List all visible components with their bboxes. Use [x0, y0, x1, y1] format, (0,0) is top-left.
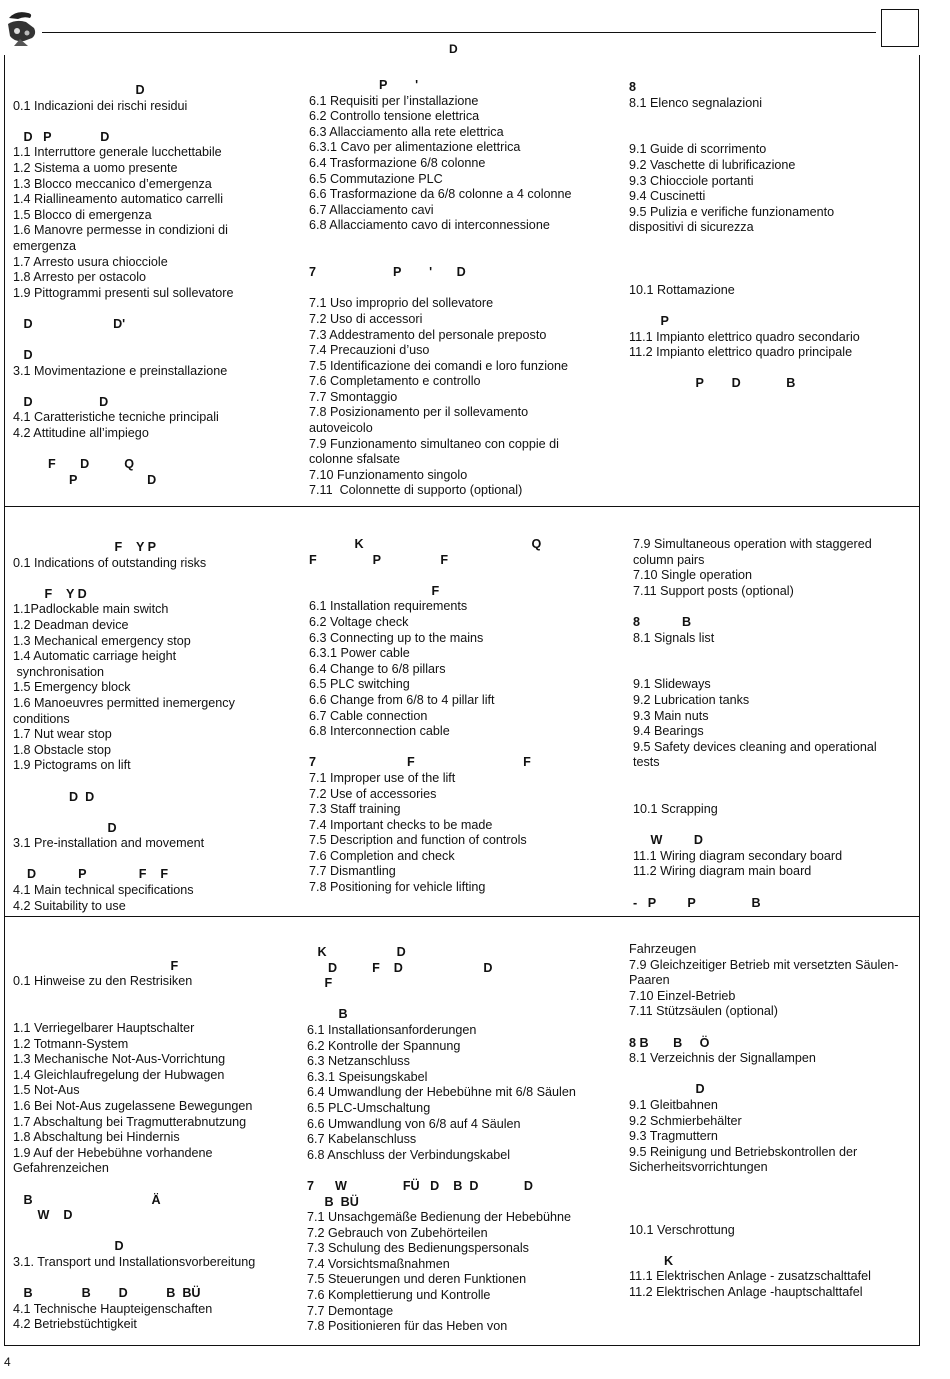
- toc-entry: 1.1Padlockable main switch: [13, 602, 169, 617]
- toc-entry: [13, 114, 298, 130]
- toc-entry: autoveicolo: [309, 421, 373, 436]
- toc-entry: 6.2 Controllo tensione elettrica: [309, 109, 480, 124]
- toc-entry: 7.3 Addestramento del personale preposto: [309, 327, 547, 342]
- toc-entry: Paaren: [629, 973, 670, 988]
- toc-entry: Fahrzeugen: [629, 942, 697, 956]
- toc-heading: D D': [13, 316, 126, 331]
- toc-entry: 7.10 Einzel-Betrieb: [629, 988, 736, 1003]
- toc-entry: 1.8 Arresto per ostacolo: [13, 270, 147, 285]
- corner-box: [881, 9, 919, 47]
- toc-entry: [13, 571, 298, 587]
- toc-entry: [309, 250, 619, 266]
- toc-entry: 6.4 Change to 6/8 pillars: [309, 661, 446, 676]
- toc-entry: 0.1 Indications of outstanding risks: [13, 555, 207, 570]
- toc-entry: 6.3 Connecting up to the mains: [309, 630, 484, 645]
- toc-heading: B B D B BÜ: [13, 1286, 201, 1301]
- toc-entry: colonne sfalsate: [309, 452, 401, 467]
- toc-entry: 1.3 Mechanische Not-Aus-Vorrichtung: [13, 1052, 226, 1067]
- toc-column-it-1: [13, 83, 298, 488]
- toc-heading: 8 B: [633, 614, 692, 629]
- toc-heading: B BÜ: [307, 1194, 359, 1209]
- toc-entry: 7.4 Vorsichtsmaßnahmen: [307, 1256, 450, 1271]
- toc-entry: [13, 379, 298, 395]
- toc-entry: 6.5 PLC-Umschaltung: [307, 1100, 431, 1115]
- toc-entry: 7.6 Completion and check: [309, 848, 455, 863]
- toc-entry: 1.7 Nut wear stop: [13, 727, 112, 742]
- toc-entry: column pairs: [633, 552, 705, 567]
- toc-entry: 8.1 Signals list: [633, 630, 715, 645]
- toc-entry: 6.3.1 Power cable: [309, 646, 410, 661]
- toc-entry: 7.1 Improper use of the lift: [309, 770, 456, 785]
- toc-entry: [309, 234, 619, 250]
- toc-entry: [13, 301, 298, 317]
- toc-entry: 7.8 Positionieren für das Heben von: [307, 1319, 508, 1334]
- toc-heading: 7 W FÜ D B D D: [307, 1178, 534, 1193]
- toc-entry: [629, 1192, 919, 1208]
- toc-column-en-1: [13, 540, 298, 914]
- page-number: 4: [4, 1355, 11, 1369]
- toc-entry: 8.1 Elenco segnalazioni: [629, 95, 763, 110]
- toc-entry: 7.8 Posizionamento per il sollevamento: [309, 405, 529, 420]
- toc-entry: 11.1 Impianto elettrico quadro secondario: [629, 329, 860, 344]
- toc-entry: 6.8 Interconnection cable: [309, 724, 450, 739]
- toc-entry: [13, 805, 298, 821]
- toc-entry: [307, 992, 619, 1008]
- toc-entry: 6.1 Requisiti per l’installazione: [309, 93, 479, 108]
- toc-entry: 7.2 Uso di accessori: [309, 311, 423, 326]
- toc-entry: 10.1 Rottamazione: [629, 282, 735, 297]
- toc-entry: 1.5 Emergency block: [13, 680, 131, 695]
- toc-entry: 6.6 Change from 6/8 to 4 pillar lift: [309, 692, 495, 707]
- toc-heading: D F D D: [307, 960, 493, 975]
- toc-entry: 7.7 Smontaggio: [309, 389, 398, 404]
- toc-entry: 9.2 Vaschette di lubrificazione: [629, 157, 796, 172]
- toc-entry: 9.5 Safety devices cleaning and operational: [633, 739, 877, 754]
- toc-entry: [629, 267, 914, 283]
- toc-entry: 7.11 Stützsäulen (optional): [629, 1004, 778, 1019]
- toc-entry: 1.3 Blocco meccanico d’emergenza: [13, 176, 212, 191]
- toc-entry: 3.1. Transport und Installationsvorbereitung: [13, 1254, 256, 1269]
- toc-heading: D: [13, 348, 33, 363]
- brand-logo: [6, 8, 40, 46]
- toc-heading: D: [13, 820, 117, 835]
- toc-entry: [13, 1224, 298, 1240]
- toc-entry: 1.8 Abschaltung bei Hindernis: [13, 1130, 180, 1145]
- toc-entry: 7.6 Komplettierung und Kontrolle: [307, 1288, 491, 1303]
- toc-entry: [309, 740, 619, 756]
- toc-entry: 7.10 Single operation: [633, 568, 753, 583]
- toc-entry: 1.6 Manoeuvres permitted inemergency: [13, 695, 235, 710]
- toc-entry: 1.5 Not-Aus: [13, 1083, 80, 1098]
- toc-entry: 9.1 Slideways: [633, 677, 711, 692]
- toc-entry: 1.1 Verriegelbarer Hauptschalter: [13, 1020, 195, 1035]
- toc-entry: [629, 252, 914, 268]
- toc-entry: 1.7 Arresto usura chiocciole: [13, 254, 168, 269]
- toc-entry: emergenza: [13, 238, 77, 253]
- toc-entry: [633, 646, 916, 662]
- toc-heading: B Ä: [13, 1192, 161, 1207]
- toc-entry: 1.3 Mechanical emergency stop: [13, 633, 191, 648]
- toc-entry: 6.8 Allacciamento cavo di interconnessione: [309, 218, 550, 233]
- toc-entry: 4.2 Suitability to use: [13, 898, 126, 913]
- toc-heading: D D: [13, 394, 109, 409]
- toc-entry: [309, 281, 619, 297]
- toc-entry: 7.9 Gleichzeitiger Betrieb mit versetzten Säulen-: [629, 957, 899, 972]
- toc-heading: F P F: [309, 552, 449, 567]
- toc-entry: 11.2 Wiring diagram main board: [633, 864, 812, 879]
- toc-entry: [629, 298, 914, 314]
- toc-entry: 6.7 Cable connection: [309, 708, 428, 723]
- toc-entry: [13, 852, 298, 868]
- toc-entry: 4.1 Main technical specifications: [13, 883, 194, 898]
- toc-entry: [629, 1176, 919, 1192]
- toc-entry: 7.7 Dismantling: [309, 864, 396, 879]
- toc-entry: 4.2 Attitudine all’impiego: [13, 426, 149, 441]
- toc-entry: 6.6 Umwandlung von 6/8 auf 4 Säulen: [307, 1116, 521, 1131]
- toc-entry: 6.1 Installationsanforderungen: [307, 1022, 477, 1037]
- toc-entry: 7.11 Colonnette di supporto (optional): [309, 483, 523, 498]
- toc-heading: P D B: [629, 376, 796, 391]
- toc-entry: 7.7 Demontage: [307, 1303, 394, 1318]
- toc-heading: K Q: [309, 537, 542, 551]
- toc-entry: 3.1 Pre-installation and movement: [13, 836, 205, 851]
- toc-entry: 9.1 Guide di scorrimento: [629, 142, 767, 157]
- toc-entry: 11.1 Elektrischen Anlage - zusatzschalttafel: [629, 1269, 871, 1284]
- toc-entry: Sicherheitsvorrichtungen: [629, 1160, 768, 1175]
- toc-entry: 1.9 Pictograms on lift: [13, 758, 131, 773]
- toc-entry: 10.1 Verschrottung: [629, 1222, 735, 1237]
- toc-heading: D D: [13, 789, 95, 804]
- toc-entry: 1.2 Totmann-System: [13, 1036, 129, 1051]
- toc-entry: 6.2 Kontrolle der Spannung: [307, 1038, 461, 1053]
- toc-entry: 7.4 Precauzioni d’uso: [309, 343, 430, 358]
- toc-entry: [629, 361, 914, 377]
- toc-entry: 6.3 Allacciamento alla rete elettrica: [309, 124, 504, 139]
- toc-column-de-3: [629, 942, 919, 1301]
- header-letter: D: [449, 42, 458, 56]
- toc-entry: [629, 1020, 919, 1036]
- toc-entry: 11.2 Elektrischen Anlage -hauptschalttafel: [629, 1285, 863, 1300]
- toc-heading: D P F F: [13, 867, 169, 882]
- toc-entry: 7.3 Schulung des Bedienungspersonals: [307, 1241, 529, 1256]
- toc-heading: D: [13, 83, 145, 97]
- toc-entry: 11.2 Impianto elettrico quadro principale: [629, 345, 853, 360]
- toc-heading: D: [629, 1082, 705, 1097]
- toc-entry: [629, 1207, 919, 1223]
- toc-entry: 6.3.1 Cavo per alimentazione elettrica: [309, 140, 521, 155]
- toc-entry: 11.1 Wiring diagram secondary board: [633, 848, 843, 863]
- toc-entry: 9.3 Chiocciole portanti: [629, 173, 754, 188]
- toc-entry: [629, 111, 914, 127]
- toc-entry: 9.5 Reinigung und Betriebskontrollen der: [629, 1144, 858, 1159]
- toc-heading: B: [307, 1007, 348, 1022]
- toc-entry: [629, 1238, 919, 1254]
- toc-entry: 4.1 Technische Haupteigenschaften: [13, 1301, 213, 1316]
- toc-entry: 9.4 Bearings: [633, 724, 704, 739]
- toc-entry: 7.2 Gebrauch von Zubehörteilen: [307, 1225, 488, 1240]
- toc-entry: 10.1 Scrapping: [633, 802, 718, 817]
- toc-entry: 1.8 Obstacle stop: [13, 742, 112, 757]
- toc-entry: Gefahrenzeichen: [13, 1161, 109, 1176]
- toc-heading: - P P B: [633, 895, 761, 910]
- toc-entry: [629, 236, 914, 252]
- toc-heading: K: [629, 1253, 674, 1268]
- toc-entry: 1.4 Automatic carriage height: [13, 649, 177, 664]
- toc-entry: 4.1 Caratteristiche tecniche principali: [13, 410, 219, 425]
- toc-entry: 9.3 Main nuts: [633, 708, 709, 723]
- toc-entry: 1.6 Manovre permesse in condizioni di: [13, 223, 228, 238]
- toc-column-it-2: [309, 78, 619, 499]
- toc-entry: 1.2 Deadman device: [13, 617, 129, 632]
- toc-entry: 6.5 Commutazione PLC: [309, 171, 443, 186]
- toc-entry: 6.7 Kabelanschluss: [307, 1132, 417, 1147]
- toc-heading: F Y P: [13, 540, 157, 554]
- toc-entry: 6.2 Voltage check: [309, 614, 409, 629]
- toc-entry: [13, 943, 298, 959]
- toc-entry: 1.9 Auf der Hebebühne vorhandene: [13, 1145, 213, 1160]
- toc-entry: 7.2 Use of accessories: [309, 786, 437, 801]
- toc-entry: 1.4 Riallineamento automatico carrelli: [13, 192, 223, 207]
- toc-entry: dispositivi di sicurezza: [629, 220, 754, 235]
- toc-entry: conditions: [13, 711, 70, 726]
- toc-heading: W D: [633, 833, 703, 848]
- toc-entry: 7.5 Description and function of controls: [309, 833, 527, 848]
- toc-heading: F D Q: [13, 457, 135, 472]
- toc-entry: 9.2 Schmierbehälter: [629, 1113, 742, 1128]
- toc-heading: F: [13, 958, 179, 973]
- toc-entry: [633, 787, 916, 803]
- toc-heading: 8 B B Ö: [629, 1035, 710, 1050]
- toc-entry: 7.5 Steuerungen und deren Funktionen: [307, 1272, 527, 1287]
- toc-entry: [633, 662, 916, 678]
- toc-entry: 1.1 Interruttore generale lucchettabile: [13, 145, 222, 160]
- toc-entry: [629, 127, 914, 143]
- toc-entry: 6.7 Allacciamento cavi: [309, 202, 434, 217]
- header-rule: [42, 32, 876, 33]
- toc-entry: synchronisation: [13, 664, 105, 679]
- toc-entry: 6.3 Netzanschluss: [307, 1054, 410, 1069]
- toc-entry: [13, 1177, 298, 1193]
- toc-heading: K D: [307, 945, 406, 959]
- toc-heading: P: [629, 313, 669, 328]
- toc-entry: 6.4 Umwandlung der Hebebühne mit 6/8 Säulen: [307, 1085, 576, 1100]
- toc-entry: 7.1 Unsachgemäße Bedienung der Hebebühne: [307, 1210, 571, 1225]
- toc-heading: D: [13, 1239, 124, 1254]
- toc-entry: 1.9 Pittogrammi presenti sul sollevatore: [13, 285, 234, 300]
- toc-entry: [633, 818, 916, 834]
- toc-entry: 7.8 Positioning for vehicle lifting: [309, 880, 486, 895]
- toc-entry: 6.1 Installation requirements: [309, 599, 468, 614]
- toc-entry: 9.4 Cuscinetti: [629, 189, 706, 204]
- toc-entry: 3.1 Movimentazione e preinstallazione: [13, 363, 228, 378]
- toc-entry: 1.7 Abschaltung bei Tragmutterabnutzung: [13, 1114, 247, 1129]
- toc-entry: 1.4 Gleichlaufregelung der Hubwagen: [13, 1067, 225, 1082]
- toc-entry: 1.2 Sistema a uomo presente: [13, 160, 178, 175]
- toc-entry: 7.9 Funzionamento simultaneo con coppie di: [309, 436, 559, 451]
- toc-entry: 6.6 Trasformazione da 6/8 colonne a 4 colonne: [309, 187, 572, 202]
- toc-entry: 9.5 Pulizia e verifiche funzionamento: [629, 204, 835, 219]
- toc-entry: [633, 599, 916, 615]
- toc-column-de-1: [13, 943, 298, 1333]
- toc-entry: [13, 990, 298, 1006]
- toc-entry: [13, 442, 298, 458]
- toc-entry: [309, 568, 619, 584]
- toc-entry: 7.9 Simultaneous operation with staggered: [633, 537, 872, 551]
- toc-entry: 7.1 Uso improprio del sollevatore: [309, 296, 494, 311]
- toc-entry: [633, 771, 916, 787]
- toc-column-de-2: [307, 945, 619, 1335]
- toc-entry: 9.3 Tragmuttern: [629, 1129, 718, 1144]
- toc-entry: [13, 774, 298, 790]
- toc-heading: W D: [13, 1208, 73, 1223]
- toc-entry: 0.1 Hinweise zu den Restrisiken: [13, 974, 193, 989]
- toc-entry: 7.4 Important checks to be made: [309, 817, 493, 832]
- toc-column-en-2: [309, 537, 619, 896]
- toc-entry: 7.5 Identificazione dei comandi e loro funzione: [309, 358, 569, 373]
- toc-entry: 7.11 Support posts (optional): [633, 583, 794, 598]
- toc-heading: F: [309, 583, 440, 598]
- toc-heading: F Y D: [13, 586, 87, 601]
- toc-heading: 7 P ' D: [309, 265, 466, 280]
- section-divider: [4, 916, 920, 917]
- toc-column-it-3: [629, 80, 914, 392]
- section-divider: [4, 506, 920, 507]
- toc-entry: 8.1 Verzeichnis der Signallampen: [629, 1051, 816, 1066]
- toc-entry: 6.4 Trasformazione 6/8 colonne: [309, 155, 486, 170]
- toc-entry: 4.2 Betriebstüchtigkeit: [13, 1317, 137, 1332]
- toc-entry: 7.10 Funzionamento singolo: [309, 467, 468, 482]
- toc-entry: 9.2 Lubrication tanks: [633, 692, 750, 707]
- toc-entry: 6.3.1 Speisungskabel: [307, 1069, 428, 1084]
- toc-column-en-3: [633, 537, 916, 911]
- toc-heading: P D: [13, 472, 157, 487]
- toc-heading: F: [307, 976, 333, 991]
- toc-heading: 7 F F: [309, 755, 531, 770]
- toc-entry: 7.3 Staff training: [309, 802, 401, 817]
- toc-entry: 0.1 Indicazioni dei rischi residui: [13, 98, 188, 113]
- toc-entry: 7.6 Completamento e controllo: [309, 374, 481, 389]
- toc-entry: [633, 880, 916, 896]
- toc-entry: [13, 1270, 298, 1286]
- toc-entry: [13, 333, 298, 349]
- toc-entry: 1.5 Blocco di emergenza: [13, 207, 152, 222]
- toc-entry: 1.6 Bei Not-Aus zugelassene Bewegungen: [13, 1098, 253, 1113]
- toc-entry: [629, 1067, 919, 1083]
- toc-entry: [307, 1163, 619, 1179]
- toc-entry: 6.5 PLC switching: [309, 677, 410, 692]
- toc-heading: 8: [629, 80, 637, 94]
- toc-heading: D P D: [13, 129, 110, 144]
- toc-entry: 6.8 Anschluss der Verbindungskabel: [307, 1147, 511, 1162]
- toc-entry: tests: [633, 755, 660, 770]
- toc-entry: 9.1 Gleitbahnen: [629, 1097, 718, 1112]
- toc-entry: [13, 1005, 298, 1021]
- toc-heading: P ': [309, 78, 419, 92]
